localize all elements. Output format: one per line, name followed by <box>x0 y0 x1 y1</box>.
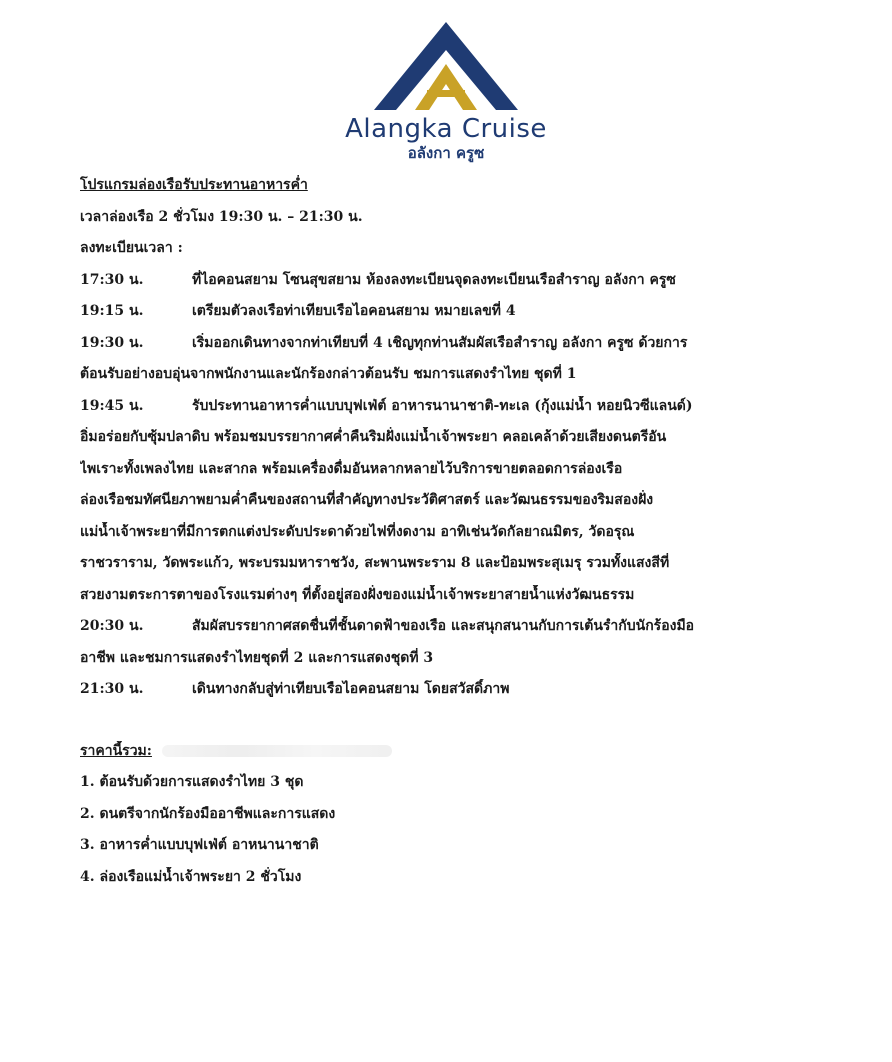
schedule-item <box>80 333 820 353</box>
schedule-text: อิ่มอร่อยกับซุ้มปลาดิบ พร้อมชมบรรยากาศค่ำคืนริมฝั่งแม่น้ำเจ้าพระยา คลอเคล้าด้วยเสียงดนตรีอัน <box>80 429 667 445</box>
document-body <box>80 175 820 898</box>
schedule-text: เดินทางกลับสู่ท่าเทียบเรือไอคอนสยาม โดยสวัสดิ์ภาพ <box>192 681 510 697</box>
schedule-text: รับประทานอาหารค่ำแบบบุฟเฟ่ต์ อาหารนานาชาติ-ทะเล (กุ้งแม่น้ำ หอยนิวซีแลนด์) <box>192 397 693 414</box>
brand-name-en: Alangka Cruise <box>345 114 547 144</box>
schedule-text: ราชวราราม, วัดพระแก้ว, พระบรมมหาราชวัง, สะพานพระราม 8 และป้อมพระสุเมรุ รวมทั้งแสงสีที่ <box>80 555 670 571</box>
price-item: 4. ล่องเรือแม่น้ำเจ้าพระยา 2 ชั่วโมง <box>80 868 302 885</box>
schedule-time: 19:30 น. <box>80 334 144 351</box>
blurred-text <box>162 745 392 757</box>
price-includes-heading <box>80 741 820 761</box>
schedule-text: ที่ไอคอนสยาม โซนสุขสยาม ห้องลงทะเบียนจุดลงทะเบียนเรือสำราญ อลังกา ครูซ <box>192 271 676 288</box>
schedule-text: ล่องเรือชมทัศนียภาพยามค่ำคืนของสถานที่สำคัญทางประวัติศาสตร์ และวัฒนธรรมของริมสองฝั่ง <box>80 492 654 508</box>
schedule-text: เริ่มออกเดินทางจากท่าเทียบที่ 4 เชิญทุกท่านสัมผัสเรือสำราญ อลังกา ครูซ ด้วยการ <box>192 334 688 351</box>
schedule-text: สวยงามตระการตาของโรงแรมต่างๆ ที่ตั้งอยู่สองฝั่งของแม่น้ำเจ้าพระยาสายน้ำแห่งวัฒนธรรม <box>80 586 635 603</box>
schedule-time: 19:15 น. <box>80 303 144 319</box>
schedule-time: 19:45 น. <box>80 397 144 414</box>
schedule-item <box>80 301 820 321</box>
schedule-text: สัมผัสบรรยากาศสดชื่นที่ชั้นดาดฟ้าของเรือ และสนุกสนานกับการเต้นรำกับนักร้องมือ <box>192 618 695 634</box>
register-label: ลงทะเบียนเวลา : <box>80 240 183 256</box>
brand-name-th: อลังกา ครูซ <box>407 144 485 162</box>
schedule-text: ไพเราะทั้งเพลงไทย และสากล พร้อมเครื่องดื่มอันหลากหลายไว้บริการขายตลอดการล่องเรือ <box>80 460 623 477</box>
price-item: 1. ต้อนรับด้วยการแสดงรำไทย 3 ชุด <box>80 774 304 790</box>
schedule-time: 17:30 น. <box>80 271 144 288</box>
schedule-item <box>80 270 820 290</box>
logo <box>0 20 892 162</box>
schedule-time: 21:30 น. <box>80 681 144 697</box>
price-item: 2. ดนตรีจากนักร้องมืออาชีพและการแสดง <box>80 805 336 822</box>
schedule-time: 20:30 น. <box>80 618 144 634</box>
program-duration: เวลาล่องเรือ 2 ชั่วโมง 19:30 น. – 21:30 น. <box>80 208 363 225</box>
schedule-item <box>80 396 820 416</box>
alangka-logo-icon <box>361 20 531 112</box>
schedule-item <box>80 616 820 636</box>
price-title: ราคานี้รวม: <box>80 742 152 759</box>
program-title: โปรแกรมล่องเรือรับประทานอาหารค่ำ <box>80 177 308 193</box>
price-item: 3. อาหารค่ำแบบบุฟเฟ่ต์ อาหนานาชาติ <box>80 837 319 853</box>
schedule-text: แม่น้ำเจ้าพระยาที่มีการตกแต่งประดับประดาด้วยไฟที่งดงาม อาทิเช่นวัดกัลยาณมิตร, วัดอรุณ <box>80 523 635 540</box>
schedule-text: เตรียมตัวลงเรือท่าเทียบเรือไอคอนสยาม หมายเลขที่ 4 <box>192 303 516 319</box>
schedule-text: อาชีพ และชมการแสดงรำไทยชุดที่ 2 และการแสดงชุดที่ 3 <box>80 649 434 666</box>
schedule-text: ต้อนรับอย่างอบอุ่นจากพนักงานและนักร้องกล่าวต้อนรับ ชมการแสดงรำไทย ชุดที่ 1 <box>80 366 577 382</box>
schedule-item <box>80 679 820 699</box>
